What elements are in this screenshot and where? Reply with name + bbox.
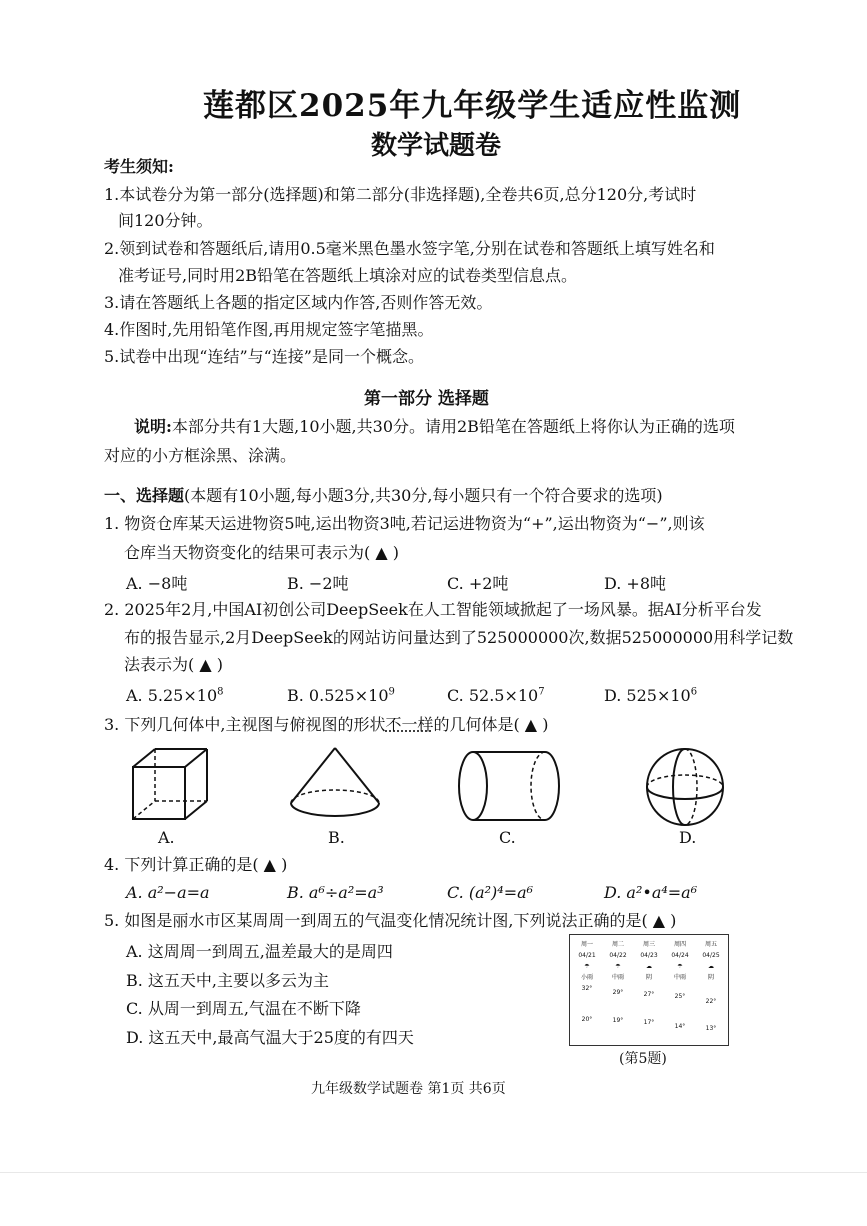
part1-note xyxy=(134,417,735,437)
q2-option-c xyxy=(447,686,545,705)
q4-line1: 4. 下列计算正确的是( ▲ ) xyxy=(104,855,288,874)
q3-label-c: C. xyxy=(499,828,516,847)
weather-day-3 xyxy=(634,939,664,1028)
q5-option-a: A. 这周周一到周五,温差最大的是周四 xyxy=(126,942,393,961)
q3-line1-a: 3. 下列几何体中,主视图与俯视图的形状 xyxy=(104,715,386,734)
weather-icon: ☂ xyxy=(615,963,621,970)
q2-option-c-exp: 7 xyxy=(538,686,545,698)
q4-option-b: B. a⁶÷a²=a³ xyxy=(287,883,384,902)
weather-day-date: 04/23 xyxy=(640,952,658,959)
q4-option-a: A. a²−a=a xyxy=(126,883,210,902)
q2-line1: 2. 2025年2月,中国AI初创公司DeepSeek在人工智能领域掀起了一场风暴。据AI分析平台发 xyxy=(104,600,762,619)
q1-option-a: A. −8吨 xyxy=(126,574,188,593)
q1-option-c: C. +2吨 xyxy=(447,574,509,593)
weather-high: 25° xyxy=(674,993,686,1000)
notice-item-5: 5.试卷中出现“连结”与“连接”是同一个概念。 xyxy=(104,347,424,366)
weather-high: 27° xyxy=(643,991,655,998)
cube-figure xyxy=(125,745,215,825)
weather-cond: 中雨 xyxy=(673,974,686,981)
page-edge xyxy=(0,1172,867,1173)
notice-item-1b: 间120分钟。 xyxy=(118,211,213,230)
weather-icon: ☂ xyxy=(584,963,590,970)
page-footer: 九年级数学试题卷 第1页 共6页 xyxy=(311,1081,506,1097)
weather-day-date: 04/24 xyxy=(671,952,689,959)
weather-day-date: 04/25 xyxy=(702,952,720,959)
weather-high: 22° xyxy=(705,998,717,1005)
q5-option-b: B. 这五天中,主要以多云为主 xyxy=(126,971,330,990)
page-subtitle: 数学试题卷 xyxy=(371,131,502,161)
q3-label-b: B. xyxy=(328,828,345,847)
part1-note-line2: 对应的小方框涂黑、涂满。 xyxy=(104,446,297,465)
q3-line1-b: 的几何体是( ▲ ) xyxy=(433,715,549,734)
q2-option-b-base: B. 0.525×10 xyxy=(287,686,389,705)
notice-item-3: 3.请在答题纸上各题的指定区域内作答,否则作答无效。 xyxy=(104,293,493,312)
weather-low: 17° xyxy=(643,1019,655,1026)
notice-item-4: 4.作图时,先用铅笔作图,再用规定签字笔描黑。 xyxy=(104,320,434,339)
weather-day-name: 周五 xyxy=(704,941,717,948)
q4-option-d: D. a²•a⁴=a⁶ xyxy=(604,883,698,902)
weather-low: 20° xyxy=(581,1016,593,1023)
q1-line2: 仓库当天物资变化的结果可表示为( ▲ ) xyxy=(124,543,399,562)
weather-cond: 阴 xyxy=(707,974,714,981)
weather-icon: ☁ xyxy=(708,963,714,970)
q2-option-a-base: A. 5.25×10 xyxy=(126,686,218,705)
weather-icon: ☂ xyxy=(677,963,683,970)
q1-line1: 1. 物资仓库某天运进物资5吨,运出物资3吨,若记运进物资为“+”,运出物资为“−”,则该 xyxy=(104,514,705,533)
notice-item-1a: 1.本试卷分为第一部分(选择题)和第二部分(非选择题),全卷共6页,总分120分,考试时 xyxy=(104,185,697,204)
part1-note-text: 本部分共有1大题,10小题,共30分。请用2B铅笔在答题纸上将你认为正确的选项 xyxy=(171,417,735,436)
weather-day-date: 04/22 xyxy=(609,952,627,959)
weather-day-1 xyxy=(572,939,602,1025)
section-label: 一、选择题 xyxy=(104,486,185,505)
weather-day-2 xyxy=(603,939,633,1026)
q2-option-a-exp: 8 xyxy=(217,686,224,698)
q2-option-d-base: D. 525×10 xyxy=(604,686,691,705)
q5-option-c: C. 从周一到周五,气温在不断下降 xyxy=(126,999,361,1018)
weather-forecast-figure xyxy=(569,934,729,1046)
q5-line1: 5. 如图是丽水市区某周周一到周五的气温变化情况统计图,下列说法正确的是( ▲ ) xyxy=(104,911,677,930)
weather-cond: 小雨 xyxy=(580,974,593,981)
weather-day-date: 04/21 xyxy=(578,952,596,959)
weather-day-name: 周一 xyxy=(580,941,593,948)
q3-line1 xyxy=(104,715,548,735)
page-title: 莲都区2025年九年级学生适应性监测 xyxy=(203,88,742,124)
part1-note-label: 说明: xyxy=(134,417,172,436)
q2-option-c-base: C. 52.5×10 xyxy=(447,686,539,705)
notice-item-2b: 准考证号,同时用2B铅笔在答题纸上填涂对应的试卷类型信息点。 xyxy=(118,266,578,285)
q5-option-d: D. 这五天中,最高气温大于25度的有四天 xyxy=(126,1028,414,1047)
cone-figure xyxy=(285,745,385,825)
q2-line2: 布的报告显示,2月DeepSeek的网站访问量达到了525000000次,数据525000000用科学记数 xyxy=(124,628,794,647)
weather-low: 13° xyxy=(705,1025,717,1032)
sphere-figure xyxy=(643,745,727,829)
weather-low: 19° xyxy=(612,1017,624,1024)
weather-high: 29° xyxy=(612,989,624,996)
weather-day-name: 周二 xyxy=(611,941,624,948)
q2-option-d xyxy=(604,686,697,705)
weather-icon: ☁ xyxy=(646,963,652,970)
q3-emphasis: 不一样 xyxy=(385,715,434,734)
notice-item-2a: 2.领到试卷和答题纸后,请用0.5毫米黑色墨水签字笔,分别在试卷和答题纸上填写姓名和 xyxy=(104,239,715,258)
weather-cond: 中雨 xyxy=(611,974,624,981)
weather-high: 32° xyxy=(581,985,593,992)
cylinder-figure xyxy=(455,748,565,826)
q2-option-d-exp: 6 xyxy=(690,686,698,698)
q1-option-b: B. −2吨 xyxy=(287,574,349,593)
q3-label-a: A. xyxy=(158,828,175,847)
q3-label-d: D. xyxy=(679,828,697,847)
weather-day-4 xyxy=(665,939,695,1032)
q2-option-b xyxy=(287,686,395,705)
weather-day-name: 周四 xyxy=(673,941,686,948)
weather-day-name: 周三 xyxy=(642,941,655,948)
notice-heading: 考生须知: xyxy=(104,157,174,176)
q4-option-c: C. (a²)⁴=a⁶ xyxy=(447,883,534,902)
q2-option-b-exp: 9 xyxy=(388,686,395,698)
weather-day-5 xyxy=(696,939,726,1034)
section-heading xyxy=(104,486,663,506)
figure-caption: (第5题) xyxy=(619,1051,667,1067)
q2-line3: 法表示为( ▲ ) xyxy=(124,655,223,674)
part1-heading: 第一部分 选择题 xyxy=(364,389,489,409)
weather-cond: 阴 xyxy=(645,974,652,981)
section-text: (本题有10小题,每小题3分,共30分,每小题只有一个符合要求的选项) xyxy=(184,486,663,505)
q2-option-a xyxy=(126,686,224,705)
q1-option-d: D. +8吨 xyxy=(604,574,667,593)
weather-low: 14° xyxy=(674,1023,686,1030)
